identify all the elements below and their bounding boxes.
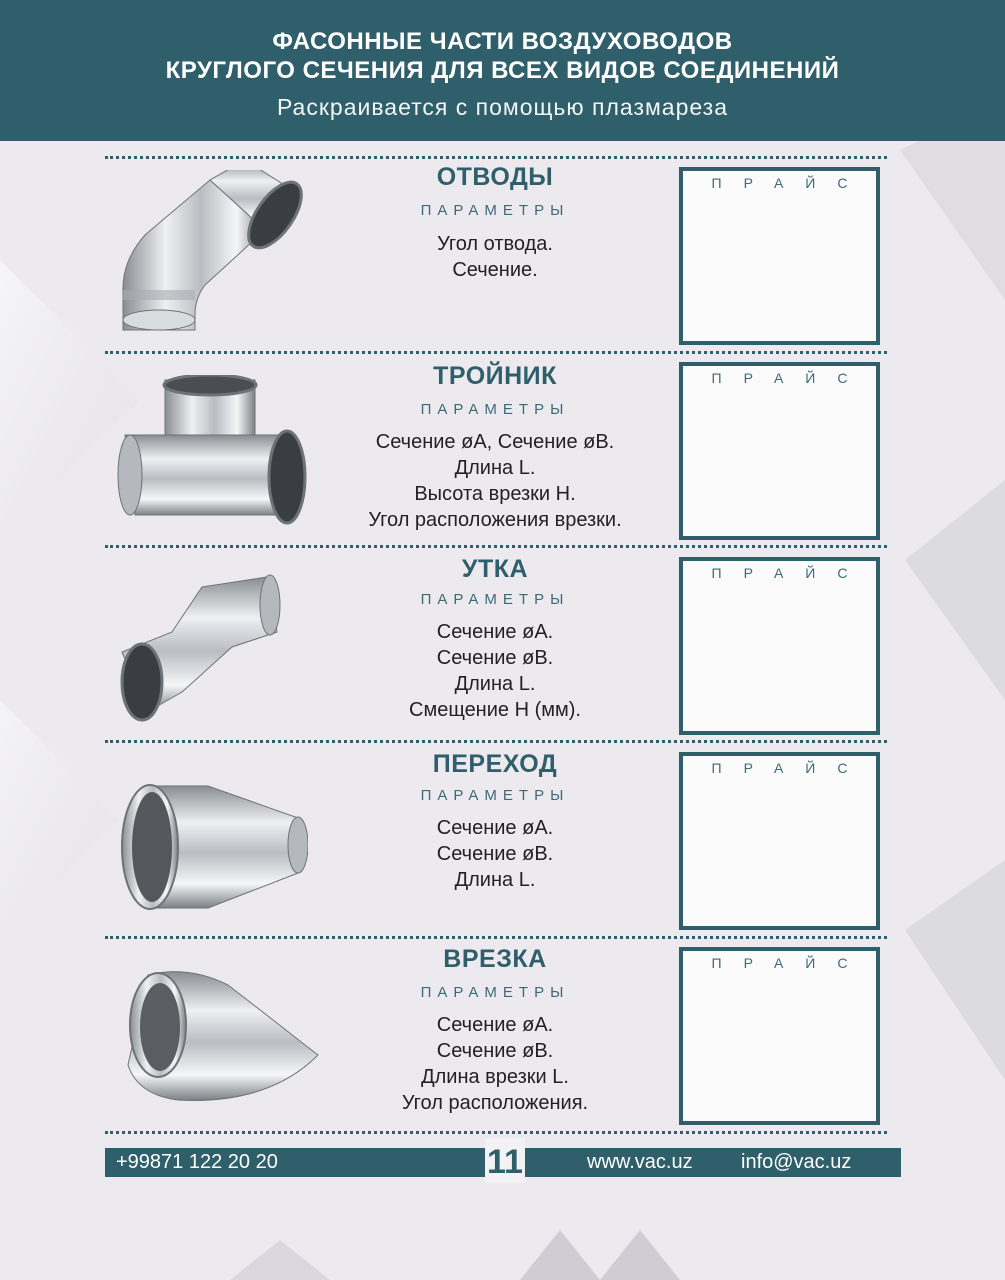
price-label: ПРАЙС (711, 565, 870, 581)
param-line: Сечение øA, Сечение øB. (375, 431, 615, 453)
product-params (320, 815, 670, 893)
section-divider (105, 156, 887, 159)
price-box (679, 557, 880, 735)
price-box (679, 752, 880, 930)
elbow-duct-icon (115, 170, 305, 335)
section-divider (105, 936, 887, 939)
price-label: ПРАЙС (711, 175, 870, 191)
reducer-duct-icon (118, 778, 308, 918)
param-line: Сечение øA. (436, 1014, 554, 1036)
section-divider (105, 740, 887, 743)
header-banner (0, 0, 1005, 141)
param-line: Сечение øB. (436, 843, 554, 865)
param-line: Угол отвода. (437, 233, 553, 255)
section-divider (105, 1131, 887, 1134)
param-line: Длина L. (454, 869, 536, 891)
page-subtitle: Раскраивается с помощью плазмареза (276, 94, 729, 120)
product-params (320, 1012, 670, 1116)
page-number: 11 (485, 1138, 525, 1183)
price-box (679, 167, 880, 345)
params-label: ПАРАМЕТРЫ (420, 984, 570, 1001)
price-label: ПРАЙС (711, 370, 870, 386)
params-label: ПАРАМЕТРЫ (420, 591, 570, 608)
product-params (320, 619, 670, 723)
product-name: ОТВОДЫ (436, 163, 554, 191)
params-label: ПАРАМЕТРЫ (420, 787, 570, 804)
param-line: Длина L. (454, 673, 536, 695)
saddle-tap-icon (118, 965, 323, 1110)
section-divider (105, 351, 887, 354)
param-line: Сечение øB. (436, 647, 554, 669)
param-line: Угол расположения. (401, 1092, 589, 1114)
price-box (679, 947, 880, 1125)
params-label: ПАРАМЕТРЫ (420, 401, 570, 418)
product-name: УТКА (461, 555, 529, 583)
product-name: ТРОЙНИК (433, 362, 557, 390)
param-line: Длина врезки L. (421, 1066, 569, 1088)
params-label: ПАРАМЕТРЫ (420, 202, 570, 219)
price-label: ПРАЙС (711, 955, 870, 971)
param-line: Сечение øB. (436, 1040, 554, 1062)
product-params (320, 231, 670, 283)
product-name: ВРЕЗКА (443, 945, 547, 973)
offset-duct-icon (112, 572, 282, 727)
param-line: Угол расположения врезки. (368, 509, 622, 531)
param-line: Высота врезки H. (414, 483, 576, 505)
product-name: ПЕРЕХОД (432, 750, 558, 778)
param-line: Длина L. (454, 457, 536, 479)
price-box (679, 362, 880, 540)
email-link[interactable]: info@vac.uz (741, 1151, 852, 1173)
price-label: ПРАЙС (711, 760, 870, 776)
section-divider (105, 545, 887, 548)
param-line: Смещение H (мм). (409, 699, 581, 721)
tee-duct-icon (115, 375, 310, 530)
page-title-line1: ФАСОННЫЕ ЧАСТИ ВОЗДУХОВОДОВ (272, 28, 733, 55)
website-link[interactable]: www.vac.uz (587, 1151, 693, 1173)
footer-bar (105, 1143, 901, 1181)
param-line: Сечение. (452, 259, 538, 281)
param-line: Сечение øA. (436, 817, 554, 839)
phone-number[interactable]: +99871 122 20 20 (116, 1151, 278, 1173)
param-line: Сечение øA. (436, 621, 554, 643)
page-title-line2: КРУГЛОГО СЕЧЕНИЯ ДЛЯ ВСЕХ ВИДОВ СОЕДИНЕНИЙ (165, 57, 840, 84)
product-params (320, 429, 670, 533)
